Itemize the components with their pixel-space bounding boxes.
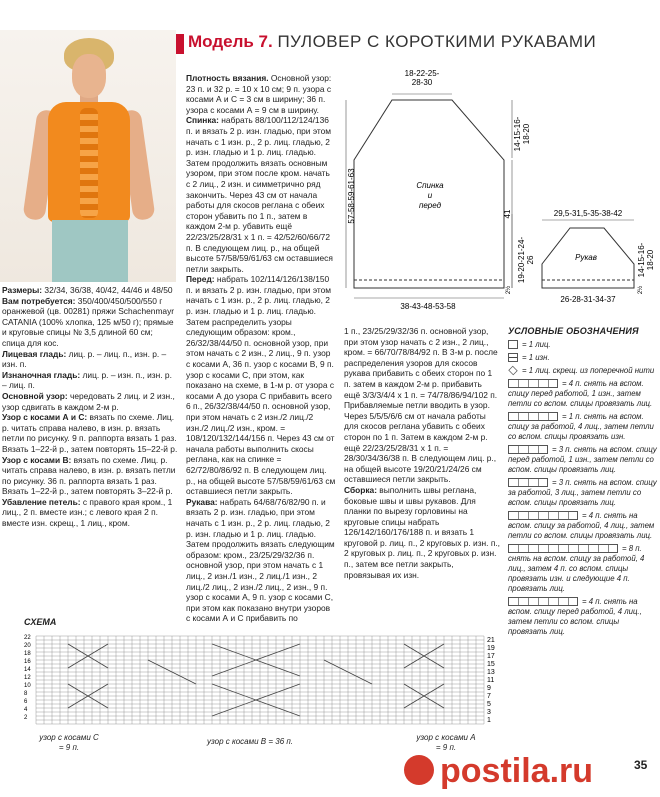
row-number: 1 [487, 717, 491, 724]
paragraph: Основной узор: чередовать 2 лиц. и 2 изн., узор сдвигать в каждом 2-м р. [2, 390, 175, 412]
sleeve-left-height: 19-20-21-24-26 [517, 236, 535, 284]
sleeve-piece-label: Рукав [575, 253, 597, 262]
page-title [188, 32, 596, 52]
stitch-symbol-icon [508, 511, 578, 520]
instructions-column-2 [186, 73, 336, 624]
paragraph: Узор с косами А и С: вязать по схеме. Лиц. р. читать справа налево, в изн. р. вязать петли по рисунку. 9 п. раппорта вязать 1 раз. Вязать 1–22-й р., затем повторять 15–22-й р. [2, 412, 178, 454]
legend-item: = 8 п. снять на вспом. спицу за работой, 4 лиц., затем 4 п. со вспом. спицы провязать изн. и следующие 4 п. провязать лиц. [508, 544, 645, 593]
row-number: 20 [24, 643, 31, 649]
legend-item: = 4 п. снять на вспом. спицу за работой, 4 лиц., затем петли со вспом. спицы провязать лиц. [508, 511, 655, 540]
stitch-symbol-icon [508, 353, 518, 362]
body-bottom-width: 38-43-48-53-58 [400, 302, 456, 311]
row-number: 9 [487, 685, 491, 692]
legend [508, 326, 658, 640]
paragraph: Рукава: набрать 64/68/76/82/90 п. и вязать 2 р. изн. гладью, при этом начать с 1 изн. р., 2 р. лиц. гладью, 2 р. изн. гладью и 1 р. лиц. гладью. Затем продолжить вязать следующим образом: кром., 23/25/29/32/36 п. основной узор, при этом начать с 1 лиц., 2 изн./1 изн., 2 лиц./1 изн., 2 лиц./2 лиц., 2 изн./2 лиц., 2 изн., 9 п. узор с косами А, 9 п. узор с косами С, при этом как показано внутри узоров с косами А и С прибавить по [186, 496, 335, 624]
sleeve-top-width: 29,5-31,5-35-38-42 [553, 209, 623, 218]
note-cable-c: узор с косами С = 9 п. [39, 733, 99, 752]
stitch-symbol-icon [508, 597, 578, 606]
page-header [176, 30, 660, 58]
header-accent-bar [176, 34, 184, 54]
stitch-symbol-icon [508, 366, 517, 375]
body-rib-height: 2½ [506, 285, 512, 295]
sleeve-bottom-width: 26-28-31-34-37 [560, 295, 616, 304]
legend-item: = 3 п. снять на вспом. спицу за работой, 3 лиц., затем петли со вспом. спицы провязать лиц. [508, 478, 657, 507]
row-number: 21 [487, 637, 495, 644]
sleeve-rib-height: 2½ [638, 285, 644, 295]
row-number: 2 [24, 715, 28, 721]
model-photo [0, 30, 176, 282]
body-right-upper: 14-15-16-18-20 [513, 116, 531, 152]
stitch-symbol-icon [508, 379, 558, 388]
knitting-chart [24, 634, 504, 730]
row-number: 6 [24, 699, 28, 705]
watermark: postila.ru [404, 752, 593, 791]
body-piece-label: Спинка и перед [416, 181, 444, 210]
paragraph: Сборка: выполнить швы реглана, боковые швы и швы рукавов. Для планки по вырезу горловины на круговые спицы набрать 126/142/160/176/188 п. и вязать 1 круговой р. лиц. п., 2 круговых р. изн. п., 2 круговых р. лиц. п., 2 круговых р. изн. п., затем все петли закрыть, провязывая их изн. [344, 484, 501, 580]
row-number: 22 [24, 635, 31, 641]
stitch-symbol-icon [508, 544, 618, 553]
row-number: 17 [487, 653, 495, 660]
row-number: 3 [487, 709, 491, 716]
note-cable-b: узор с косами В = 36 п. [206, 737, 293, 746]
row-number: 18 [24, 651, 31, 657]
legend-title: УСЛОВНЫЕ ОБОЗНАЧЕНИЯ [508, 326, 639, 336]
chart-grid [36, 636, 484, 724]
paragraph: Узор с косами В: вязать по схеме. Лиц. р. читать справа налево, в изн. р. вязать петли по рисунку. 36 п. раппорта вязать 1 раз. Вязать 1–22-й р., затем повторять 3–22-й р. [2, 454, 176, 497]
row-number: 11 [487, 677, 495, 684]
stitch-symbol-icon [508, 340, 518, 349]
instructions-column-3 [344, 326, 500, 580]
row-number: 16 [24, 659, 31, 665]
paragraph: Вам потребуется: 350/400/450/500/550 г оранжевой (цв. 00281) пряжи Schachenmayr CATANIA (100% хлопка, 125 м/50 г); прямые и круговые спицы № 3,5 длиной 60 см; спица для кос. [2, 295, 175, 348]
legend-item: = 1 п. снять на вспом. спицу за работой, 4 лиц., затем петли со вспом. спицы провязать изн. [508, 412, 654, 441]
body-top-width: 18-22-25-28-30 [404, 69, 440, 87]
stitch-symbol-icon [508, 445, 548, 454]
legend-item: = 4 п. снять на вспом. спицу перед работой, 4 лиц., затем петли со вспом. спицы провязать лиц. [508, 597, 642, 636]
row-number: 7 [487, 693, 491, 700]
legend-item: = 3 п. снять на вспом. спицу перед работой, 1 изн., затем петли со вспом. спицы провязать лиц. [508, 445, 657, 474]
paragraph: Убавление петель: с правого края кром., 1 лиц., 2 п. вместе изн.; с левого края 2 п. вместе изн. скрещ., 1 лиц., кром. [2, 496, 173, 529]
row-number: 12 [24, 675, 31, 681]
paragraph: Плотность вязания. Основной узор: 23 п. и 32 р. = 10 х 10 см; 9 п. узора с косами А и С = 3 см в ширину; 36 п. узора с косами А = 9 см в ширину. [186, 73, 332, 115]
row-number: 14 [24, 667, 31, 673]
row-number: 4 [24, 707, 28, 713]
legend-item: = 1 лиц. [508, 340, 658, 350]
paragraph: Лицевая гладь: лиц. р. – лиц. п., изн. р. – изн. п. [2, 348, 167, 370]
sleeve-right-height: 14-15-16-18-20 [637, 242, 655, 278]
paragraph: Размеры: 32/34, 36/38, 40/42, 44/46 и 48/50 [2, 285, 173, 295]
legend-item: = 4 п. снять на вспом. спицу перед работой, 1 изн., затем петли со вспом. спицы провязать лиц. [508, 379, 653, 408]
row-number: 13 [487, 669, 495, 676]
legend-item: = 1 изн. [508, 353, 658, 363]
note-cable-a: узор с косами А = 9 п. [416, 733, 476, 752]
paragraph: Изнаночная гладь: лиц. р. – изн. п., изн. р. – лиц. п. [2, 369, 172, 391]
body-height: 57-58-59-61-63 [347, 168, 356, 224]
stitch-symbol-icon [508, 478, 548, 487]
row-number: 19 [487, 645, 495, 652]
pattern-schematic [347, 64, 658, 314]
model-title: ПУЛОВЕР С КОРОТКИМИ РУКАВАМИ [277, 32, 597, 51]
body-side-height: 41 [503, 209, 512, 219]
instructions-column-1 [2, 285, 178, 529]
chart-title: СХЕМА [24, 617, 57, 627]
row-number: 5 [487, 701, 491, 708]
stitch-symbol-icon [508, 412, 558, 421]
paragraph: 1 п., 23/25/29/32/36 п. основной узор, при этом узор начать с 2 изн., 2 лиц., кром. = 66/70/78/84/92 п. В 3-м р. после распределения узоров для скосов рукава прибавить с обеих сторон по 1 п. затем в каждом 2-м р. прибавить ещё 3/3/3/4/4 х 1 п. = 74/78/86/94/102 п. Прибавляемые петли вводить в узор. Через 5/5/5/6/6 см от начала работы для скосов реглана убавить с обеих сторон по 1 п. Затем в каждом 2-м р. ещё 22/23/25/28/31 х 1 п. = 28/30/34/36/38 п. В следующем лиц. р., на общей высоте 19/20/21/24/26 см оставшиеся петли закрыть. [344, 326, 498, 485]
model-number: Модель 7. [188, 32, 273, 51]
row-number: 10 [24, 683, 31, 689]
paragraph: Перед: набрать 102/114/126/138/150 п. и вязать 2 р. изн. гладью, при этом начать с 1 изн. р., 2 р. лиц. гладью, 2 р. изн. гладью и 1 р. лиц. гладью. Затем распределить узоры следующим образом: кром., 26/32/38/44/50 п. основной узор, при этом начать с 2 изн., 2 лиц., 9 п. узор с косами А, 36 п. узор с косами В, 9 п. узор с косами С, при этом, как показано на схеме, в 1-м р. от узора с косами А до узора С прибавить всего 6 п., 26/32/38/44/50 п. основной узор, при этом начать с 2 изн./2 лиц./2 изн./2 лиц./2 изн., кром. = 108/120/132/144/156 п. Через 43 см от начала работы выполнить скосы реглана, как на спинке = 62/72/80/86/92 п. В следующем лиц. р., на общей высоте 57/58/59/61/63 см оставшиеся петли закрыть. [186, 274, 336, 497]
paragraph: Спинка: набрать 88/100/112/124/136 п. и вязать 2 р. изн. гладью, при этом начать с 1 изн. р., 2 р. лиц. гладью, 2 р. изн. гладью и 1 р. лиц. гладью. Затем продолжить вязать основным узором, при этом после кром. начать с 2 лиц., 2 изн. и симметрично ряд закончить. Через 43 см от начала работы для скосов реглана с обеих сторон убавить по 1 п., затем в каждом 2-м р. убавить ещё 22/23/25/28/31 х 1 п. = 42/52/60/66/72 п. В следующем лиц. р., на общей высоте 57/58/59/61/63 см оставшиеся петли закрыть. [186, 115, 333, 274]
legend-item: = 1 лиц. скрещ. из поперечной нити [508, 366, 658, 376]
row-number: 15 [487, 661, 495, 668]
page-number: 35 [634, 758, 648, 772]
row-number: 8 [24, 691, 28, 697]
